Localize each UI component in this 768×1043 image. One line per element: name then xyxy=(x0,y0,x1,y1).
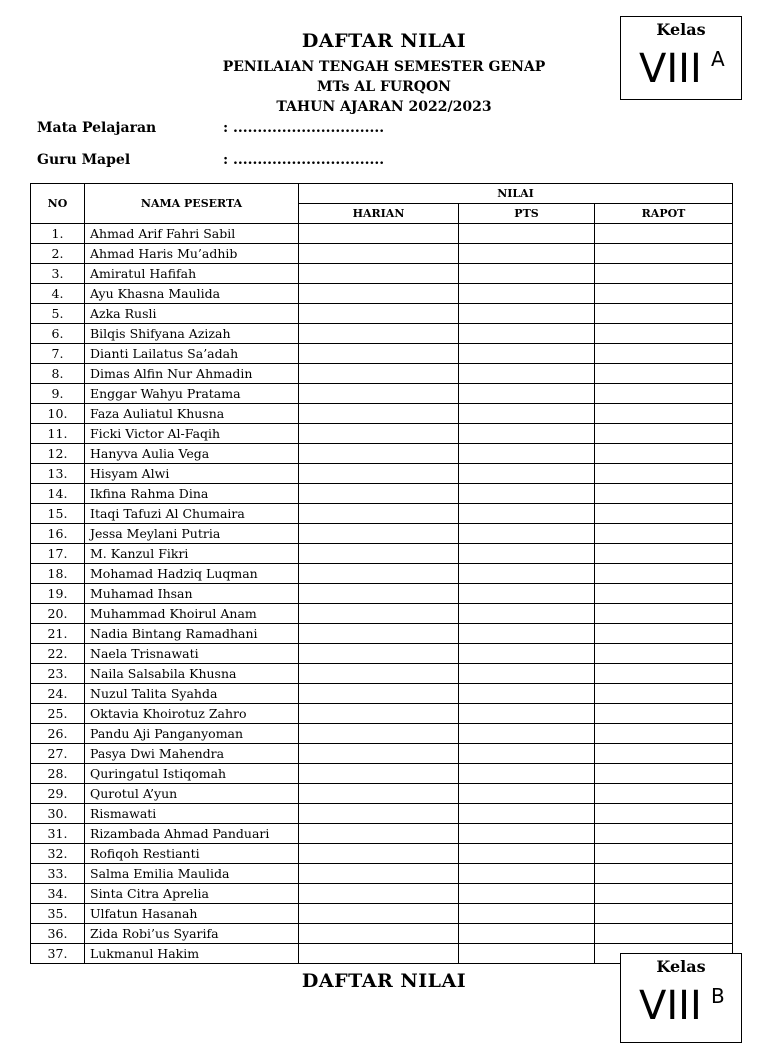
harian-cell[interactable] xyxy=(299,864,459,884)
row-number: 23. xyxy=(31,664,85,684)
pts-cell[interactable] xyxy=(459,764,595,784)
pts-cell[interactable] xyxy=(459,584,595,604)
student-name: Oktavia Khoirotuz Zahro xyxy=(85,704,299,724)
row-number: 32. xyxy=(31,844,85,864)
harian-cell[interactable] xyxy=(299,484,459,504)
pts-cell[interactable] xyxy=(459,284,595,304)
rapot-cell[interactable] xyxy=(595,624,733,644)
table-row xyxy=(31,864,733,884)
harian-cell[interactable] xyxy=(299,604,459,624)
row-number: 33. xyxy=(31,864,85,884)
rapot-cell[interactable] xyxy=(595,764,733,784)
student-name: Azka Rusli xyxy=(85,304,299,324)
student-name: Muhammad Khoirul Anam xyxy=(85,604,299,624)
rapot-cell[interactable] xyxy=(595,364,733,384)
header-no: NO xyxy=(31,184,85,224)
harian-cell[interactable] xyxy=(299,224,459,244)
rapot-cell[interactable] xyxy=(595,544,733,564)
table-row xyxy=(31,744,733,764)
student-name: Mohamad Hadziq Luqman xyxy=(85,564,299,584)
row-number: 18. xyxy=(31,564,85,584)
pts-cell[interactable] xyxy=(459,524,595,544)
harian-cell[interactable] xyxy=(299,644,459,664)
row-number: 29. xyxy=(31,784,85,804)
table-row xyxy=(31,844,733,864)
rapot-cell[interactable] xyxy=(595,264,733,284)
table-row xyxy=(31,644,733,664)
rapot-cell[interactable] xyxy=(595,304,733,324)
student-name: Hisyam Alwi xyxy=(85,464,299,484)
teacher-label: Guru Mapel xyxy=(37,152,131,168)
harian-cell[interactable] xyxy=(299,564,459,584)
harian-cell[interactable] xyxy=(299,544,459,564)
row-number: 13. xyxy=(31,464,85,484)
table-row xyxy=(31,624,733,644)
harian-cell[interactable] xyxy=(299,364,459,384)
harian-cell[interactable] xyxy=(299,584,459,604)
rapot-cell[interactable] xyxy=(595,924,733,944)
student-name: Qurotul A’yun xyxy=(85,784,299,804)
student-name: Rizambada Ahmad Panduari xyxy=(85,824,299,844)
row-number: 6. xyxy=(31,324,85,344)
rapot-cell[interactable] xyxy=(595,744,733,764)
student-name: Pasya Dwi Mahendra xyxy=(85,744,299,764)
table-row xyxy=(31,504,733,524)
pts-cell[interactable] xyxy=(459,424,595,444)
rapot-cell[interactable] xyxy=(595,704,733,724)
academic-year: TAHUN AJARAN 2022/2023 xyxy=(276,99,492,115)
rapot-cell[interactable] xyxy=(595,464,733,484)
pts-cell[interactable] xyxy=(459,544,595,564)
row-number: 10. xyxy=(31,404,85,424)
rapot-cell[interactable] xyxy=(595,724,733,744)
pts-cell[interactable] xyxy=(459,224,595,244)
rapot-cell[interactable] xyxy=(595,504,733,524)
pts-cell[interactable] xyxy=(459,744,595,764)
pts-cell[interactable] xyxy=(459,484,595,504)
pts-cell[interactable] xyxy=(459,664,595,684)
student-name: Ahmad Haris Mu’adhib xyxy=(85,244,299,264)
next-class-grade: VIII xyxy=(639,983,702,1029)
student-name: Dimas Alfin Nur Ahmadin xyxy=(85,364,299,384)
rapot-cell[interactable] xyxy=(595,224,733,244)
table-row xyxy=(31,884,733,904)
pts-cell[interactable] xyxy=(459,464,595,484)
header-harian: HARIAN xyxy=(299,204,459,224)
student-name: Naela Trisnawati xyxy=(85,644,299,664)
row-number: 2. xyxy=(31,244,85,264)
harian-cell[interactable] xyxy=(299,464,459,484)
row-number: 7. xyxy=(31,344,85,364)
row-number: 9. xyxy=(31,384,85,404)
harian-cell[interactable] xyxy=(299,504,459,524)
table-row xyxy=(31,304,733,324)
pts-cell[interactable] xyxy=(459,684,595,704)
rapot-cell[interactable] xyxy=(595,244,733,264)
pts-cell[interactable] xyxy=(459,264,595,284)
rapot-cell[interactable] xyxy=(595,884,733,904)
row-number: 17. xyxy=(31,544,85,564)
harian-cell[interactable] xyxy=(299,744,459,764)
harian-cell[interactable] xyxy=(299,284,459,304)
student-name: Bilqis Shifyana Azizah xyxy=(85,324,299,344)
next-page-title: DAFTAR NILAI xyxy=(301,970,467,992)
rapot-cell[interactable] xyxy=(595,384,733,404)
row-number: 27. xyxy=(31,744,85,764)
student-name: Dianti Lailatus Sa’adah xyxy=(85,344,299,364)
harian-cell[interactable] xyxy=(299,764,459,784)
pts-cell[interactable] xyxy=(459,644,595,664)
harian-cell[interactable] xyxy=(299,424,459,444)
table-row xyxy=(31,464,733,484)
table-row xyxy=(31,664,733,684)
rapot-cell[interactable] xyxy=(595,444,733,464)
class-section: A xyxy=(711,47,725,71)
pts-cell[interactable] xyxy=(459,824,595,844)
rapot-cell[interactable] xyxy=(595,584,733,604)
student-name: Salma Emilia Maulida xyxy=(85,864,299,884)
pts-cell[interactable] xyxy=(459,624,595,644)
pts-cell[interactable] xyxy=(459,924,595,944)
student-name: Ulfatun Hasanah xyxy=(85,904,299,924)
student-name: Ahmad Arif Fahri Sabil xyxy=(85,224,299,244)
table-row xyxy=(31,364,733,384)
harian-cell[interactable] xyxy=(299,244,459,264)
student-name: Sinta Citra Aprelia xyxy=(85,884,299,904)
row-number: 12. xyxy=(31,444,85,464)
rapot-cell[interactable] xyxy=(595,344,733,364)
row-number: 31. xyxy=(31,824,85,844)
student-name: Nuzul Talita Syahda xyxy=(85,684,299,704)
pts-cell[interactable] xyxy=(459,804,595,824)
class-box xyxy=(620,16,742,100)
pts-cell[interactable] xyxy=(459,724,595,744)
rapot-cell[interactable] xyxy=(595,284,733,304)
row-number: 3. xyxy=(31,264,85,284)
table-row xyxy=(31,424,733,444)
pts-cell[interactable] xyxy=(459,304,595,324)
pts-cell[interactable] xyxy=(459,244,595,264)
harian-cell[interactable] xyxy=(299,624,459,644)
rapot-cell[interactable] xyxy=(595,324,733,344)
row-number: 4. xyxy=(31,284,85,304)
pts-cell[interactable] xyxy=(459,864,595,884)
harian-cell[interactable] xyxy=(299,724,459,744)
student-name: Zida Robi’us Syarifa xyxy=(85,924,299,944)
table-row xyxy=(31,604,733,624)
harian-cell[interactable] xyxy=(299,924,459,944)
row-number: 35. xyxy=(31,904,85,924)
row-number: 11. xyxy=(31,424,85,444)
rapot-cell[interactable] xyxy=(595,564,733,584)
pts-cell[interactable] xyxy=(459,604,595,624)
row-number: 8. xyxy=(31,364,85,384)
table-row xyxy=(31,764,733,784)
row-number: 15. xyxy=(31,504,85,524)
row-number: 26. xyxy=(31,724,85,744)
rapot-cell[interactable] xyxy=(595,784,733,804)
pts-cell[interactable] xyxy=(459,884,595,904)
harian-cell[interactable] xyxy=(299,664,459,684)
table-row xyxy=(31,924,733,944)
student-name: Hanyva Aulia Vega xyxy=(85,444,299,464)
table-row xyxy=(31,724,733,744)
pts-cell[interactable] xyxy=(459,564,595,584)
next-class-box xyxy=(620,953,742,1043)
header-nilai: NILAI xyxy=(299,184,733,204)
pts-cell[interactable] xyxy=(459,364,595,384)
harian-cell[interactable] xyxy=(299,684,459,704)
rapot-cell[interactable] xyxy=(595,824,733,844)
header-rapot: RAPOT xyxy=(595,204,733,224)
table-row xyxy=(31,284,733,304)
rapot-cell[interactable] xyxy=(595,844,733,864)
student-name: M. Kanzul Fikri xyxy=(85,544,299,564)
harian-cell[interactable] xyxy=(299,344,459,364)
row-number: 24. xyxy=(31,684,85,704)
next-class-section: B xyxy=(711,984,725,1008)
row-number: 28. xyxy=(31,764,85,784)
harian-cell[interactable] xyxy=(299,304,459,324)
harian-cell[interactable] xyxy=(299,704,459,724)
rapot-cell[interactable] xyxy=(595,424,733,444)
class-label: Kelas xyxy=(656,20,706,39)
rapot-cell[interactable] xyxy=(595,664,733,684)
pts-cell[interactable] xyxy=(459,324,595,344)
harian-cell[interactable] xyxy=(299,784,459,804)
harian-cell[interactable] xyxy=(299,804,459,824)
school-name: MTs AL FURQON xyxy=(317,79,451,95)
teacher-value[interactable]: : ............................... xyxy=(223,152,385,168)
harian-cell[interactable] xyxy=(299,324,459,344)
student-name: Enggar Wahyu Pratama xyxy=(85,384,299,404)
table-row xyxy=(31,444,733,464)
row-number: 1. xyxy=(31,224,85,244)
harian-cell[interactable] xyxy=(299,944,459,964)
header-name: NAMA PESERTA xyxy=(85,184,299,224)
table-row xyxy=(31,704,733,724)
harian-cell[interactable] xyxy=(299,264,459,284)
harian-cell[interactable] xyxy=(299,444,459,464)
rapot-cell[interactable] xyxy=(595,864,733,884)
next-class-label: Kelas xyxy=(656,957,706,976)
row-number: 19. xyxy=(31,584,85,604)
table-row xyxy=(31,544,733,564)
pts-cell[interactable] xyxy=(459,504,595,524)
student-name: Muhamad Ihsan xyxy=(85,584,299,604)
rapot-cell[interactable] xyxy=(595,484,733,504)
table-row xyxy=(31,224,733,244)
pts-cell[interactable] xyxy=(459,404,595,424)
pts-cell[interactable] xyxy=(459,704,595,724)
row-number: 14. xyxy=(31,484,85,504)
student-name: Ayu Khasna Maulida xyxy=(85,284,299,304)
harian-cell[interactable] xyxy=(299,884,459,904)
harian-cell[interactable] xyxy=(299,824,459,844)
pts-cell[interactable] xyxy=(459,344,595,364)
student-name: Quringatul Istiqomah xyxy=(85,764,299,784)
pts-cell[interactable] xyxy=(459,444,595,464)
pts-cell[interactable] xyxy=(459,944,595,964)
rapot-cell[interactable] xyxy=(595,644,733,664)
class-grade: VIII xyxy=(639,46,702,92)
subject-value[interactable]: : ............................... xyxy=(223,120,385,136)
teacher-field xyxy=(37,152,384,168)
student-name: Naila Salsabila Khusna xyxy=(85,664,299,684)
table-row xyxy=(31,404,733,424)
student-name: Lukmanul Hakim xyxy=(85,944,299,964)
student-name: Faza Auliatul Khusna xyxy=(85,404,299,424)
row-number: 5. xyxy=(31,304,85,324)
rapot-cell[interactable] xyxy=(595,404,733,424)
student-name: Amiratul Hafifah xyxy=(85,264,299,284)
table-row xyxy=(31,344,733,364)
rapot-cell[interactable] xyxy=(595,604,733,624)
harian-cell[interactable] xyxy=(299,844,459,864)
rapot-cell[interactable] xyxy=(595,524,733,544)
row-number: 25. xyxy=(31,704,85,724)
row-number: 30. xyxy=(31,804,85,824)
header-pts: PTS xyxy=(459,204,595,224)
student-name: Itaqi Tafuzi Al Chumaira xyxy=(85,504,299,524)
table-row xyxy=(31,484,733,504)
row-number: 36. xyxy=(31,924,85,944)
student-name: Jessa Meylani Putria xyxy=(85,524,299,544)
pts-cell[interactable] xyxy=(459,784,595,804)
pts-cell[interactable] xyxy=(459,844,595,864)
table-row xyxy=(31,564,733,584)
pts-cell[interactable] xyxy=(459,904,595,924)
rapot-cell[interactable] xyxy=(595,804,733,824)
pts-cell[interactable] xyxy=(459,384,595,404)
row-number: 20. xyxy=(31,604,85,624)
student-name: Rismawati xyxy=(85,804,299,824)
student-name: Ikfina Rahma Dina xyxy=(85,484,299,504)
table-row xyxy=(31,384,733,404)
student-name: Rofiqoh Restianti xyxy=(85,844,299,864)
grades-table xyxy=(30,183,733,964)
student-name: Pandu Aji Panganyoman xyxy=(85,724,299,744)
row-number: 37. xyxy=(31,944,85,964)
row-number: 16. xyxy=(31,524,85,544)
student-name: Nadia Bintang Ramadhani xyxy=(85,624,299,644)
harian-cell[interactable] xyxy=(299,404,459,424)
harian-cell[interactable] xyxy=(299,524,459,544)
table-row xyxy=(31,824,733,844)
table-row xyxy=(31,264,733,284)
row-number: 34. xyxy=(31,884,85,904)
exam-subtitle: PENILAIAN TENGAH SEMESTER GENAP xyxy=(222,59,546,75)
row-number: 21. xyxy=(31,624,85,644)
table-row xyxy=(31,584,733,604)
table-row xyxy=(31,324,733,344)
subject-field xyxy=(37,120,384,136)
rapot-cell[interactable] xyxy=(595,684,733,704)
grades-body xyxy=(31,224,733,964)
page-title: DAFTAR NILAI xyxy=(301,30,467,52)
table-row xyxy=(31,804,733,824)
subject-label: Mata Pelajaran xyxy=(37,120,157,136)
table-row xyxy=(31,904,733,924)
student-name: Ficki Victor Al-Faqih xyxy=(85,424,299,444)
row-number: 22. xyxy=(31,644,85,664)
harian-cell[interactable] xyxy=(299,904,459,924)
table-row xyxy=(31,784,733,804)
rapot-cell[interactable] xyxy=(595,904,733,924)
harian-cell[interactable] xyxy=(299,384,459,404)
table-row xyxy=(31,244,733,264)
table-row xyxy=(31,684,733,704)
table-row xyxy=(31,524,733,544)
